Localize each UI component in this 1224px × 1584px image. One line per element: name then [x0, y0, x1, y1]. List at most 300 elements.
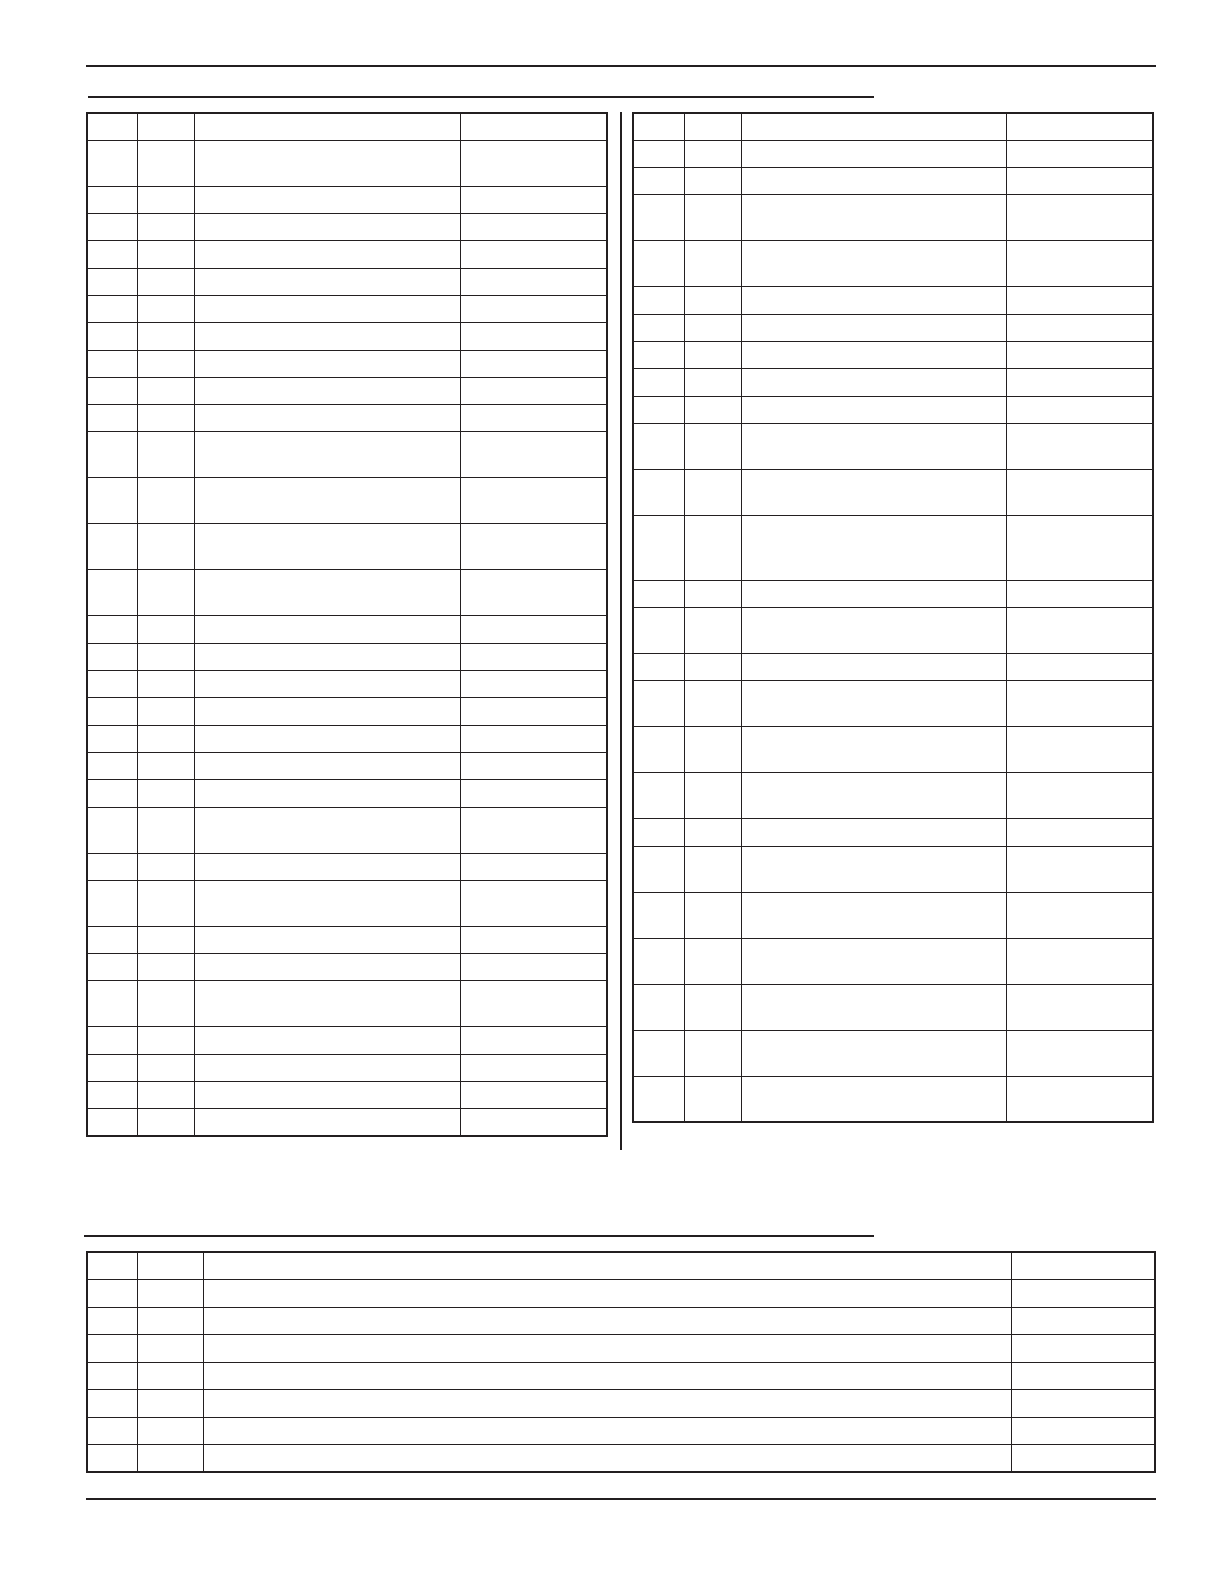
table-row: [633, 515, 1153, 580]
table-row: [87, 1390, 1155, 1418]
table-cell: [684, 140, 741, 167]
table-cell: [194, 323, 460, 350]
table-cell: [137, 1335, 203, 1363]
table-cell: [633, 819, 684, 846]
table-cell: [1006, 423, 1153, 469]
table-cell: [137, 214, 194, 241]
table-cell: [460, 214, 607, 241]
table-cell: [87, 725, 137, 752]
table-cell: [87, 1445, 137, 1473]
table-cell: [633, 396, 684, 423]
table-row: [87, 981, 607, 1027]
table-cell: [460, 295, 607, 322]
table-cell: [87, 478, 137, 524]
table-row: [87, 780, 607, 807]
table-row: [633, 846, 1153, 892]
table-cell: [194, 405, 460, 432]
table-cell: [194, 853, 460, 880]
table-cell: [460, 643, 607, 670]
table-cell: [87, 1109, 137, 1136]
table-cell: [87, 1280, 137, 1308]
table-cell: [684, 241, 741, 287]
table-cell: [633, 846, 684, 892]
table-cell: [633, 938, 684, 984]
table-cell: [1006, 727, 1153, 773]
table-cell: [87, 350, 137, 377]
table-cell: [87, 853, 137, 880]
table-cell: [87, 807, 137, 853]
table-cell: [137, 241, 194, 268]
table-cell: [460, 113, 607, 140]
right-table-container: [632, 112, 1154, 1123]
table-cell: [194, 478, 460, 524]
table-cell: [203, 1252, 1011, 1280]
table-cell: [87, 214, 137, 241]
table-cell: [633, 168, 684, 195]
table-cell: [137, 807, 194, 853]
table-row: [633, 423, 1153, 469]
table-cell: [137, 981, 194, 1027]
table-cell: [684, 287, 741, 314]
table-cell: [137, 880, 194, 926]
table-row: [633, 773, 1153, 819]
table-cell: [741, 341, 1006, 368]
table-cell: [684, 654, 741, 681]
table-cell: [684, 984, 741, 1030]
table-cell: [137, 524, 194, 570]
table-row: [633, 892, 1153, 938]
table-row: [87, 725, 607, 752]
table-row: [87, 1252, 1155, 1280]
table-cell: [137, 405, 194, 432]
table-cell: [194, 1082, 460, 1109]
table-row: [633, 938, 1153, 984]
table-row: [633, 654, 1153, 681]
right-table: [632, 112, 1154, 1123]
table-cell: [1006, 773, 1153, 819]
table-row: [633, 369, 1153, 396]
table-cell: [684, 515, 741, 580]
table-cell: [741, 515, 1006, 580]
table-row: [633, 608, 1153, 654]
table-cell: [87, 1307, 137, 1335]
table-cell: [460, 524, 607, 570]
table-cell: [684, 938, 741, 984]
table-cell: [684, 892, 741, 938]
table-row: [633, 727, 1153, 773]
table-cell: [741, 1076, 1006, 1122]
table-cell: [194, 725, 460, 752]
table-cell: [194, 780, 460, 807]
table-cell: [1006, 984, 1153, 1030]
table-cell: [137, 1252, 203, 1280]
table-row: [633, 241, 1153, 287]
table-cell: [633, 727, 684, 773]
table-cell: [1011, 1390, 1155, 1418]
table-row: [633, 168, 1153, 195]
table-cell: [1011, 1417, 1155, 1445]
table-cell: [203, 1280, 1011, 1308]
table-cell: [1006, 113, 1153, 140]
table-cell: [87, 981, 137, 1027]
table-cell: [633, 469, 684, 515]
table-cell: [684, 341, 741, 368]
table-cell: [1006, 819, 1153, 846]
table-cell: [1006, 515, 1153, 580]
table-row: [87, 1307, 1155, 1335]
table-cell: [87, 880, 137, 926]
table-cell: [87, 671, 137, 698]
table-row: [633, 469, 1153, 515]
table-cell: [633, 515, 684, 580]
table-cell: [137, 1082, 194, 1109]
table-cell: [460, 1027, 607, 1054]
table-cell: [87, 1390, 137, 1418]
table-cell: [460, 570, 607, 616]
table-cell: [137, 1027, 194, 1054]
table-cell: [87, 405, 137, 432]
section2-heading-rule: [84, 1235, 874, 1237]
table-cell: [1006, 654, 1153, 681]
table-row: [633, 314, 1153, 341]
table-cell: [633, 892, 684, 938]
left-table: [86, 112, 608, 1137]
table-cell: [137, 432, 194, 478]
table-cell: [87, 698, 137, 725]
table-cell: [203, 1445, 1011, 1473]
table-cell: [137, 780, 194, 807]
table-cell: [1006, 369, 1153, 396]
table-cell: [137, 752, 194, 779]
table-cell: [87, 186, 137, 213]
table-cell: [87, 432, 137, 478]
table-cell: [684, 1030, 741, 1076]
table-row: [87, 186, 607, 213]
bottom-table-container: [86, 1251, 1156, 1473]
table-row: [87, 377, 607, 404]
table-cell: [741, 287, 1006, 314]
table-cell: [194, 268, 460, 295]
table-cell: [203, 1417, 1011, 1445]
table-row: [87, 350, 607, 377]
section1-heading-rule: [88, 96, 874, 98]
table-row: [87, 140, 607, 186]
table-cell: [1006, 846, 1153, 892]
table-cell: [1006, 469, 1153, 515]
column-divider: [620, 112, 622, 1150]
table-cell: [194, 926, 460, 953]
table-row: [87, 698, 607, 725]
table-cell: [684, 369, 741, 396]
table-cell: [1006, 938, 1153, 984]
table-cell: [137, 926, 194, 953]
table-cell: [1006, 287, 1153, 314]
table-cell: [684, 846, 741, 892]
table-row: [87, 1362, 1155, 1390]
table-cell: [87, 752, 137, 779]
table-cell: [460, 616, 607, 643]
table-cell: [633, 341, 684, 368]
table-cell: [741, 654, 1006, 681]
table-cell: [1006, 892, 1153, 938]
table-cell: [633, 580, 684, 607]
table-cell: [633, 113, 684, 140]
table-cell: [741, 195, 1006, 241]
table-cell: [684, 195, 741, 241]
table-cell: [741, 773, 1006, 819]
table-cell: [194, 616, 460, 643]
bottom-rule: [86, 1498, 1156, 1500]
table-cell: [194, 698, 460, 725]
table-cell: [741, 681, 1006, 727]
table-cell: [633, 369, 684, 396]
table-cell: [87, 570, 137, 616]
table-cell: [633, 423, 684, 469]
table-cell: [1006, 1030, 1153, 1076]
table-cell: [137, 295, 194, 322]
table-row: [633, 580, 1153, 607]
table-row: [633, 984, 1153, 1030]
table-cell: [137, 954, 194, 981]
table-cell: [460, 780, 607, 807]
table-cell: [684, 423, 741, 469]
table-cell: [1006, 341, 1153, 368]
table-cell: [460, 880, 607, 926]
table-cell: [741, 113, 1006, 140]
table-cell: [87, 954, 137, 981]
table-cell: [203, 1362, 1011, 1390]
table-cell: [194, 807, 460, 853]
table-cell: [194, 524, 460, 570]
table-cell: [741, 168, 1006, 195]
table-row: [87, 1054, 607, 1081]
table-row: [633, 113, 1153, 140]
table-cell: [137, 1054, 194, 1081]
table-cell: [684, 113, 741, 140]
table-cell: [460, 981, 607, 1027]
table-cell: [194, 643, 460, 670]
table-cell: [1011, 1335, 1155, 1363]
table-cell: [87, 377, 137, 404]
table-row: [87, 1109, 607, 1136]
table-row: [87, 853, 607, 880]
table-row: [87, 1335, 1155, 1363]
table-cell: [460, 323, 607, 350]
table-row: [87, 1445, 1155, 1473]
table-cell: [87, 140, 137, 186]
table-cell: [137, 1417, 203, 1445]
table-cell: [137, 616, 194, 643]
table-cell: [87, 1027, 137, 1054]
left-table-container: [86, 112, 608, 1137]
table-cell: [137, 140, 194, 186]
table-cell: [87, 1362, 137, 1390]
table-cell: [460, 1082, 607, 1109]
table-cell: [741, 938, 1006, 984]
table-row: [87, 1027, 607, 1054]
table-cell: [684, 608, 741, 654]
table-cell: [741, 727, 1006, 773]
table-cell: [460, 671, 607, 698]
table-cell: [1006, 681, 1153, 727]
table-row: [87, 643, 607, 670]
table-cell: [87, 1417, 137, 1445]
table-cell: [1006, 314, 1153, 341]
table-row: [87, 752, 607, 779]
table-cell: [87, 113, 137, 140]
table-cell: [87, 323, 137, 350]
table-cell: [137, 853, 194, 880]
table-cell: [137, 698, 194, 725]
table-row: [87, 570, 607, 616]
table-row: [87, 113, 607, 140]
table-cell: [137, 1307, 203, 1335]
table-cell: [194, 570, 460, 616]
table-cell: [633, 1076, 684, 1122]
table-cell: [633, 773, 684, 819]
table-cell: [137, 1362, 203, 1390]
table-cell: [741, 423, 1006, 469]
table-cell: [1006, 1076, 1153, 1122]
table-cell: [633, 608, 684, 654]
table-cell: [633, 241, 684, 287]
table-cell: [87, 780, 137, 807]
table-cell: [137, 1109, 194, 1136]
table-cell: [137, 725, 194, 752]
table-cell: [460, 350, 607, 377]
table-cell: [1011, 1307, 1155, 1335]
table-cell: [741, 580, 1006, 607]
table-cell: [137, 113, 194, 140]
table-cell: [684, 1076, 741, 1122]
table-cell: [194, 186, 460, 213]
table-cell: [194, 377, 460, 404]
table-cell: [1006, 580, 1153, 607]
table-cell: [194, 671, 460, 698]
table-cell: [194, 1027, 460, 1054]
table-cell: [1011, 1280, 1155, 1308]
table-cell: [137, 323, 194, 350]
table-row: [87, 295, 607, 322]
table-cell: [194, 432, 460, 478]
table-cell: [137, 478, 194, 524]
table-cell: [460, 241, 607, 268]
table-cell: [633, 1030, 684, 1076]
table-row: [633, 195, 1153, 241]
table-row: [633, 341, 1153, 368]
table-row: [87, 926, 607, 953]
table-cell: [87, 1252, 137, 1280]
table-cell: [203, 1390, 1011, 1418]
table-cell: [460, 954, 607, 981]
table-cell: [194, 1054, 460, 1081]
table-cell: [460, 186, 607, 213]
table-cell: [203, 1335, 1011, 1363]
bottom-table: [86, 1251, 1156, 1473]
table-cell: [194, 752, 460, 779]
table-row: [87, 241, 607, 268]
table-cell: [684, 396, 741, 423]
table-cell: [633, 140, 684, 167]
table-cell: [137, 377, 194, 404]
table-cell: [633, 314, 684, 341]
table-cell: [633, 984, 684, 1030]
table-cell: [87, 643, 137, 670]
table-cell: [1006, 608, 1153, 654]
table-cell: [194, 113, 460, 140]
table-cell: [194, 241, 460, 268]
table-row: [87, 524, 607, 570]
table-cell: [137, 643, 194, 670]
table-cell: [194, 1109, 460, 1136]
table-cell: [460, 1109, 607, 1136]
table-cell: [1011, 1445, 1155, 1473]
table-cell: [684, 819, 741, 846]
table-row: [87, 478, 607, 524]
table-cell: [684, 168, 741, 195]
top-rule: [86, 65, 1156, 67]
table-cell: [460, 807, 607, 853]
table-cell: [684, 727, 741, 773]
table-cell: [1011, 1362, 1155, 1390]
table-row: [633, 1030, 1153, 1076]
table-cell: [87, 268, 137, 295]
table-cell: [741, 396, 1006, 423]
table-row: [87, 1280, 1155, 1308]
table-row: [87, 807, 607, 853]
table-cell: [137, 671, 194, 698]
table-cell: [684, 773, 741, 819]
table-row: [87, 954, 607, 981]
table-cell: [87, 616, 137, 643]
table-cell: [137, 1390, 203, 1418]
table-cell: [460, 853, 607, 880]
table-cell: [460, 377, 607, 404]
table-cell: [203, 1307, 1011, 1335]
table-cell: [87, 295, 137, 322]
table-cell: [460, 725, 607, 752]
table-cell: [87, 241, 137, 268]
table-cell: [1006, 168, 1153, 195]
table-cell: [460, 268, 607, 295]
table-cell: [460, 698, 607, 725]
table-row: [633, 681, 1153, 727]
table-cell: [137, 186, 194, 213]
table-cell: [684, 469, 741, 515]
table-row: [87, 268, 607, 295]
table-cell: [633, 287, 684, 314]
table-cell: [684, 314, 741, 341]
table-cell: [633, 195, 684, 241]
table-cell: [460, 752, 607, 779]
table-row: [87, 405, 607, 432]
table-cell: [194, 295, 460, 322]
table-cell: [741, 608, 1006, 654]
table-cell: [741, 314, 1006, 341]
table-cell: [741, 140, 1006, 167]
table-cell: [194, 140, 460, 186]
table-cell: [1011, 1252, 1155, 1280]
table-row: [87, 214, 607, 241]
table-cell: [684, 681, 741, 727]
table-cell: [137, 570, 194, 616]
table-row: [87, 880, 607, 926]
table-row: [87, 671, 607, 698]
table-cell: [460, 140, 607, 186]
table-cell: [460, 432, 607, 478]
table-cell: [194, 214, 460, 241]
table-cell: [194, 954, 460, 981]
